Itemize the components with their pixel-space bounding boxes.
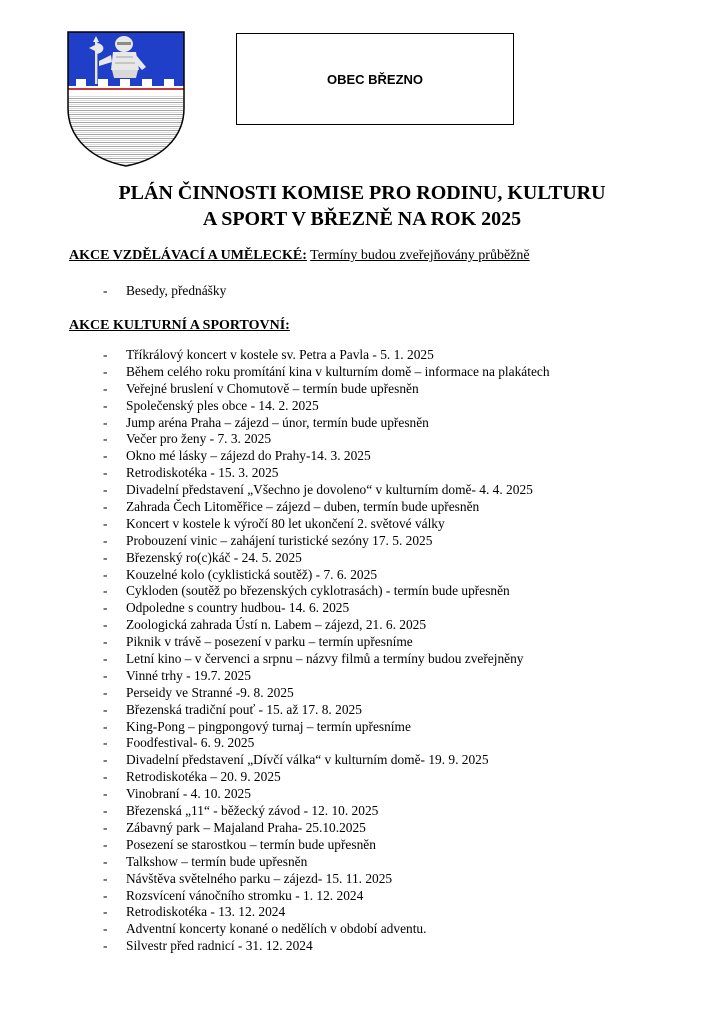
- cultural-list: [103, 347, 550, 955]
- title-line-2: A SPORT V BŘEZNĚ NA ROK 2025: [202, 208, 522, 230]
- list-item: - Retrodiskotéka - 13. 12. 2024: [103, 904, 550, 921]
- list-item: - Silvestr před radnicí - 31. 12. 2024: [103, 938, 550, 955]
- list-item: - Talkshow – termín bude upřesněn: [103, 854, 550, 871]
- list-item: - Odpoledne s country hudbou- 14. 6. 2025: [103, 600, 550, 617]
- list-item: - Koncert v kostele k výročí 80 let ukončení 2. světové války: [103, 516, 550, 533]
- list-item: - Zahrada Čech Litoměřice – zájezd – duben, termín bude upřesněn: [103, 499, 550, 516]
- list-item: - Během celého roku promítání kina v kulturním domě – informace na plakátech: [103, 364, 550, 381]
- list-item: - Zoologická zahrada Ústí n. Labem – zájezd, 21. 6. 2025: [103, 617, 550, 634]
- list-item: - Posezení se starostkou – termín bude upřesněn: [103, 837, 550, 854]
- list-item: - Divadelní představení „Dívčí válka“ v kulturním domě- 19. 9. 2025: [103, 752, 550, 769]
- list-item: - Rozsvícení vánočního stromku - 1. 12. 2024: [103, 888, 550, 905]
- municipal-coat-of-arms: [66, 30, 186, 168]
- list-item: - Vinobraní - 4. 10. 2025: [103, 786, 550, 803]
- list-item: - Zábavný park – Majaland Praha- 25.10.2025: [103, 820, 550, 837]
- list-item: - Adventní koncerty konané o nedělích v období adventu.: [103, 921, 550, 938]
- list-item: - Březenský ro(c)káč - 24. 5. 2025: [103, 550, 550, 567]
- educational-list: [103, 283, 226, 300]
- list-item: - Piknik v trávě – posezení v parku – termín upřesníme: [103, 634, 550, 651]
- list-item: - Retrodiskotéka - 15. 3. 2025: [103, 465, 550, 482]
- list-item: - Březenská tradiční pouť - 15. až 17. 8. 2025: [103, 702, 550, 719]
- list-item: - Večer pro ženy - 7. 3. 2025: [103, 431, 550, 448]
- document-title: [0, 180, 724, 232]
- list-item: - Divadelní představení „Všechno je dovoleno“ v kulturním domě- 4. 4. 2025: [103, 482, 550, 499]
- list-item: - Březenská „11“ - běžecký závod - 12. 10. 2025: [103, 803, 550, 820]
- list-item: - Tříkrálový koncert v kostele sv. Petra a Pavla - 5. 1. 2025: [103, 347, 550, 364]
- municipality-name-box: [236, 33, 514, 125]
- title-line-1: PLÁN ČINNOSTI KOMISE PRO RODINU, KULTURU: [118, 182, 606, 204]
- list-item: - Vinné trhy - 19.7. 2025: [103, 668, 550, 685]
- cultural-heading-label: AKCE KULTURNÍ A SPORTOVNÍ:: [69, 318, 290, 333]
- municipality-name: OBEC BŘEZNO: [326, 71, 424, 87]
- educational-section-heading: [69, 248, 530, 264]
- cultural-section-heading: [69, 318, 290, 334]
- list-item: - Probouzení vinic – zahájení turistické sezóny 17. 5. 2025: [103, 533, 550, 550]
- list-item: - Cykloden (soutěž po březenských cyklotrasách) - termín bude upřesněn: [103, 583, 550, 600]
- educational-heading-label: AKCE VZDĚLÁVACÍ A UMĚLECKÉ:: [69, 248, 307, 263]
- list-item: - Letní kino – v červenci a srpnu – názvy filmů a termíny budou zveřejněny: [103, 651, 550, 668]
- list-item: - Jump aréna Praha – zájezd – únor, termín bude upřesněn: [103, 415, 550, 432]
- list-item: - Veřejné bruslení v Chomutově – termín bude upřesněn: [103, 381, 550, 398]
- list-item: - Besedy, přednášky: [103, 283, 226, 300]
- list-item: - Perseidy ve Stranné -9. 8. 2025: [103, 685, 550, 702]
- list-item: - King-Pong – pingpongový turnaj – termín upřesníme: [103, 719, 550, 736]
- list-item: - Foodfestival- 6. 9. 2025: [103, 735, 550, 752]
- list-item: - Okno mé lásky – zájezd do Prahy-14. 3. 2025: [103, 448, 550, 465]
- educational-heading-note: Termíny budou zveřejňovány průběžně: [310, 248, 530, 263]
- list-item: - Retrodiskotéka – 20. 9. 2025: [103, 769, 550, 786]
- list-item: - Společenský ples obce - 14. 2. 2025: [103, 398, 550, 415]
- list-item: - Kouzelné kolo (cyklistická soutěž) - 7. 6. 2025: [103, 567, 550, 584]
- list-item: - Návštěva světelného parku – zájezd- 15. 11. 2025: [103, 871, 550, 888]
